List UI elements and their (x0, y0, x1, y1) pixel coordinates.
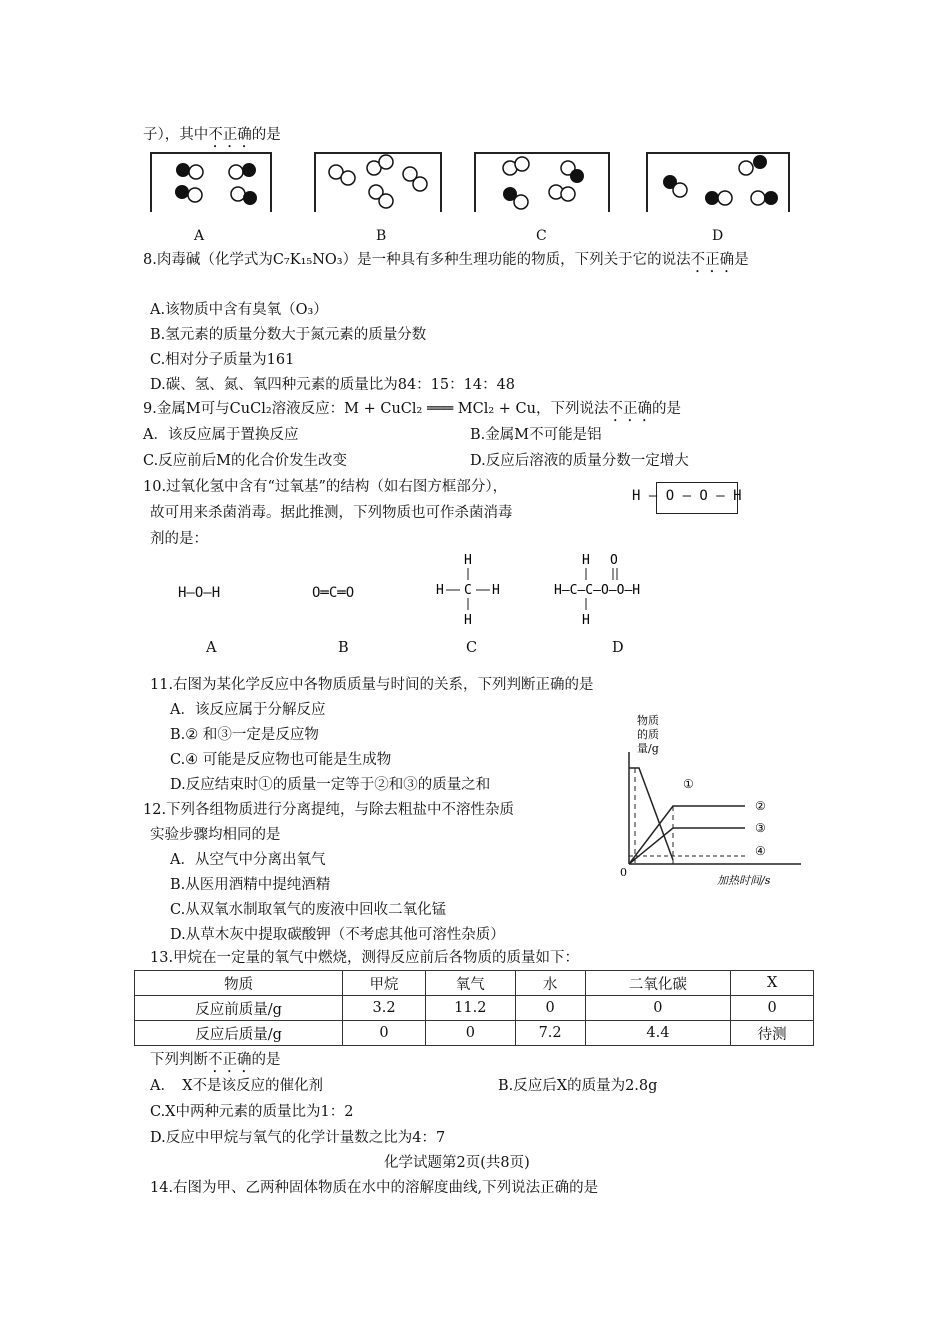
q13-option-b: B.反应后X的质量为2.8g (498, 1078, 658, 1094)
q7-box-b (314, 152, 442, 212)
svg-text:H: H (464, 553, 472, 568)
svg-text:C: C (464, 583, 472, 598)
q9-stem: 9.金属M可与CuCl₂溶液反应：M + CuCl₂ ═══ MCl₂ + Cu，下列说法不正确的是 (143, 401, 681, 417)
table-cell: 0 (425, 1021, 515, 1046)
q13-option-d: D.反应中甲烷与氧气的化学计量数之比为4：7 (150, 1130, 446, 1146)
q11-option-c: C.④ 可能是反应物也可能是生成物 (170, 752, 392, 768)
q7-label-a: A (194, 228, 205, 244)
svg-text:②: ② (755, 799, 766, 813)
q12-stem-1: 12.下列各组物质进行分离提纯，与除去粗盐中不溶性杂质 (143, 802, 515, 818)
q10-label-b: B (338, 640, 349, 656)
table-row (135, 1021, 814, 1046)
particle-diagram-a (152, 154, 270, 212)
q8-option-c: C.相对分子质量为161 (150, 352, 295, 368)
q10-molecule-d (552, 552, 712, 632)
table-cell: 0 (515, 996, 585, 1021)
q10-stem-3: 剂的是： (150, 531, 208, 547)
q9-option-a: A．该反应属于置换反应 (143, 427, 299, 443)
table-cell: 反应后质量/g (135, 1021, 343, 1046)
svg-text:H: H (436, 583, 444, 598)
q13-judge: 下列判断不正确的是 (150, 1052, 281, 1068)
table-cell: 物质 (135, 971, 343, 996)
q13-mass-table (134, 970, 814, 1046)
svg-text:③: ③ (755, 821, 766, 835)
svg-text:④: ④ (755, 844, 766, 858)
q11-option-d: D.反应结束时①的质量一定等于②和③的质量之和 (170, 777, 491, 793)
particle-diagram-c (476, 154, 608, 212)
q10-label-c: C (466, 640, 478, 656)
table-header-row (135, 971, 814, 996)
table-cell: X (731, 971, 814, 996)
table-cell: 0 (731, 996, 814, 1021)
table-cell: 反应前质量/g (135, 996, 343, 1021)
q7-label-d: D (712, 228, 724, 244)
svg-text:的质: 的质 (637, 728, 659, 741)
svg-text:0: 0 (620, 866, 627, 879)
table-cell: 甲烷 (343, 971, 426, 996)
q7-box-d (646, 152, 790, 212)
table-cell: 11.2 (425, 996, 515, 1021)
q10-molecule-a: H—O—H (178, 585, 221, 601)
q11-stem: 11.右图为某化学反应中各物质质量与时间的关系，下列判断正确的是 (150, 677, 594, 693)
svg-text:H—C—C—O—O—H: H—C—C—O—O—H (554, 583, 641, 598)
q13-stem: 13.甲烷在一定量的氧气中燃烧，测得反应前后各物质的质量如下： (150, 950, 580, 966)
q12-option-d: D.从草木灰中提取碳酸钾（不考虑其他可溶性杂质） (170, 927, 505, 943)
q12-option-b: B.从医用酒精中提纯酒精 (170, 877, 331, 893)
table-cell: 水 (515, 971, 585, 996)
table-cell: 4.4 (585, 1021, 731, 1046)
q10-molecule-b: O═C═O (312, 585, 355, 601)
q13-option-c: C.X中两种元素的质量比为1：2 (150, 1104, 354, 1120)
table-cell: 0 (343, 1021, 426, 1046)
q10-stem-2: 故可用来杀菌消毒。据此推测，下列物质也可作杀菌消毒 (150, 505, 513, 521)
q12-stem-2: 实验步骤均相同的是 (150, 827, 281, 843)
table-cell: 3.2 (343, 996, 426, 1021)
table-cell: 氧气 (425, 971, 515, 996)
q11-option-a: A．该反应属于分解反应 (170, 702, 326, 718)
q8-option-b: B.氢元素的质量分数大于氮元素的质量分数 (150, 327, 427, 343)
q9-option-d: D.反应后溶液的质量分数一定增大 (470, 453, 689, 469)
particle-diagram-d (648, 154, 788, 212)
q10-stem-1: 10.过氧化氢中含有“过氧基”的结构（如右图方框部分）， (143, 479, 508, 495)
q7-stem: 子），其中不正确的是 (143, 127, 281, 143)
table-cell: 二氧化碳 (585, 971, 731, 996)
svg-text:H: H (582, 553, 590, 568)
svg-text:H: H (582, 613, 590, 628)
q9-option-b: B.金属M不可能是铝 (470, 427, 602, 443)
q10-label-a: A (206, 640, 217, 656)
svg-text:物质: 物质 (637, 714, 659, 727)
q7-label-c: C (536, 228, 547, 244)
h2o2-structure: H — O — O — H (632, 488, 742, 504)
q14-stem: 14.右图为甲、乙两种固体物质在水中的溶解度曲线,下列说法正确的是 (150, 1180, 599, 1196)
q12-option-c: C.从双氧水制取氧气的废液中回收二氧化锰 (170, 902, 447, 918)
svg-text:O: O (610, 553, 618, 568)
q13-option-a: A． X不是该反应的催化剂 (150, 1078, 324, 1094)
table-cell: 待测 (731, 1021, 814, 1046)
q11-option-b: B.② 和③一定是反应物 (170, 727, 319, 743)
table-cell: 0 (585, 996, 731, 1021)
q9-option-c: C.反应前后M的化合价发生改变 (143, 453, 348, 469)
svg-text:加热时间/s: 加热时间/s (717, 874, 771, 887)
svg-text:①: ① (683, 777, 694, 791)
svg-text:H: H (492, 583, 500, 598)
q8-stem: 8.肉毒碱（化学式为C₇K₁₅NO₃）是一种具有多种生理功能的物质，下列关于它的说法不正确是 (143, 252, 749, 268)
peroxy-box (656, 482, 738, 514)
table-cell: 7.2 (515, 1021, 585, 1046)
q8-option-a: A.该物质中含有臭氧（O₃） (150, 302, 328, 318)
q7-label-b: B (376, 228, 387, 244)
svg-text:H: H (464, 613, 472, 628)
q11-mass-time-graph (605, 712, 805, 890)
particle-diagram-b (316, 154, 440, 212)
q7-box-c (474, 152, 610, 212)
svg-text:量/g: 量/g (637, 742, 659, 755)
q8-option-d: D.碳、氢、氮、氧四种元素的质量比为84：15：14：48 (150, 377, 516, 393)
q7-box-a (150, 152, 272, 212)
table-row (135, 996, 814, 1021)
page-footer: 化学试题第2页(共8页) (384, 1155, 530, 1171)
q10-label-d: D (612, 640, 624, 656)
q10-molecule-c (432, 552, 512, 632)
q12-option-a: A．从空气中分离出氧气 (170, 852, 326, 868)
